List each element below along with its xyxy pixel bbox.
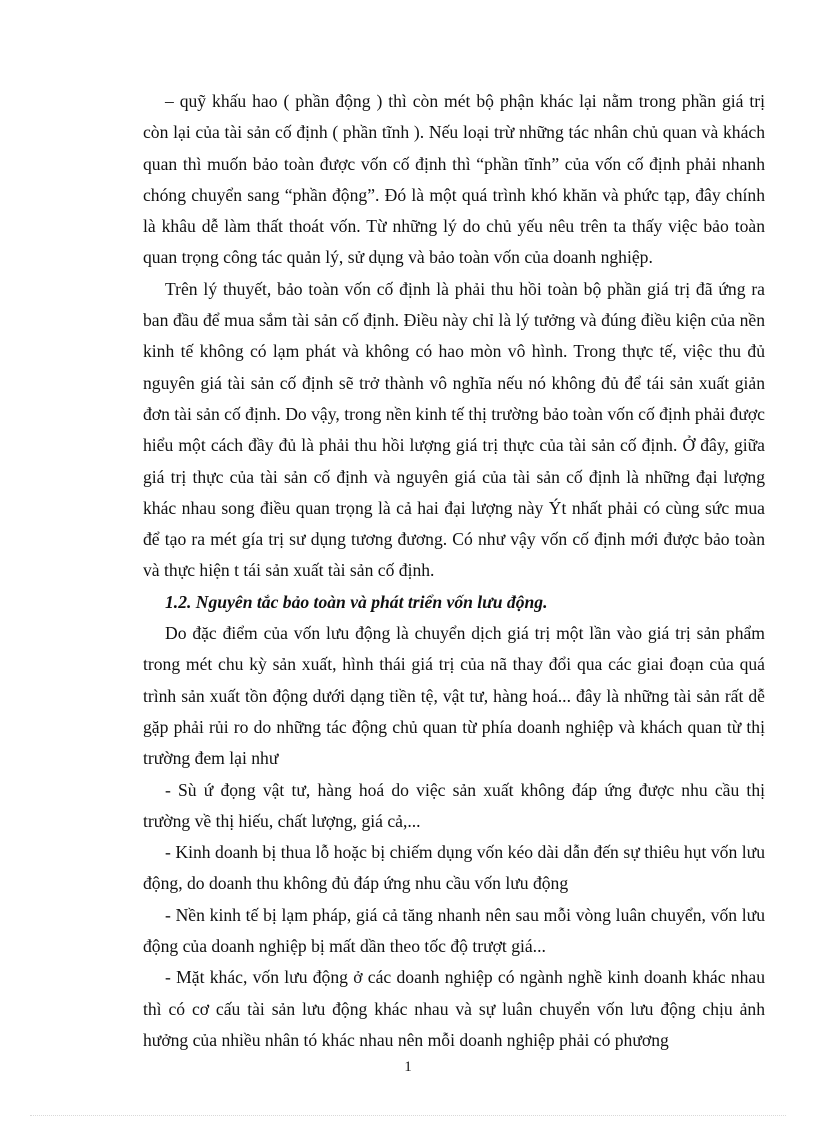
bullet-item: - Nền kinh tế bị lạm pháp, giá cả tăng nhanh nên sau mỗi vòng luân chuyển, vốn lưu động của doanh nghiệp bị mất dần theo tốc độ trượt giá... [143,904,765,957]
bullet-item: - Sù ứ đọng vật tư, hàng hoá do việc sản xuất không đáp ứng được nhu cầu thị trường về thị hiếu, chất lượng, giá cả,... [143,779,765,831]
page-bottom-divider [30,1115,786,1116]
document-body [143,86,765,1056]
paragraph-capital-preservation-continued: – quỹ khấu hao ( phần động ) thì còn mét bộ phận khác lại nằm trong phần giá trị còn lại của tài sản cố định ( phần tĩnh ). Nếu loại trừ những tác nhân chủ quan và khách quan thì muốn bảo toàn được vốn cố định thì “phần tĩnh” của vốn cố định phải nhanh chóng chuyển sang “phần động”. Đó là một quá trình khó khăn và phức tạp, đây chính là khâu dễ làm thất thoát vốn. Từ những lý do chủ yếu nêu trên ta thấy việc bảo toàn quan trọng công tác quản lý, sử dụng và bảo toàn vốn của doanh nghiệp. [143,91,765,268]
bullet-item: - Kinh doanh bị thua lỗ hoặc bị chiếm dụng vốn kéo dài dẫn đến sự thiêu hụt vốn lưu động, do doanh thu không đủ đáp ứng nhu cầu vốn lưu động [143,842,765,894]
paragraph-intro: Do đặc điểm của vốn lưu động là chuyển dịch giá trị một lần vào giá trị sản phẩm trong mét chu kỳ sản xuất, hình thái giá trị của nã thay đổi qua các giai đoạn của quá trình sản xuất tồn động dưới dạng tiền tệ, vật tư, hàng hoá... đây là những tài sản rất dễ gặp phải rủi ro do những tác động chủ quan từ phía doanh nghiệp và khách quan từ thị trường đem lại như [143,623,765,769]
paragraph-theory: Trên lý thuyết, bảo toàn vốn cố định là phải thu hồi toàn bộ phần giá trị đã ứng ra ban đầu để mua sắm tài sản cố định. Điều này chỉ là lý tưởng và đúng điều kiện của nền kinh tế không có lạm phát và không có hao mòn vô hình. Trong thực tế, việc thu đủ nguyên giá tài sản cố định sẽ trở thành vô nghĩa nếu nó không đủ để tái sản xuất giản đơn tài sản cố định. Do vậy, trong nền kinh tế thị trường bảo toàn vốn cố định phải được hiểu một cách đầy đủ là phải thu hồi lượng giá trị thực của tài sản cố định. Ở đây, giữa giá trị thực của tài sản cố định và nguyên giá của tài sản cố định là những đại lượng khác nhau song điều quan trọng là cả hai đại lượng này Ýt nhất phải có cùng sức mua để tạo ra mét gía trị sư dụng tương đương. Có như vậy vốn cố định mới được bảo toàn và thực hiện t tái sản xuất tài sản cố định. [143,278,765,581]
page-number: 1 [404,1059,412,1075]
section-heading: 1.2. Nguyên tắc bảo toàn và phát triển vốn lưu động. [165,591,548,612]
bullet-item: - Mặt khác, vốn lưu động ở các doanh nghiệp có ngành nghề kinh doanh khác nhau thì có cơ cấu tài sản lưu động khác nhau và sự luân chuyển vốn lưu động chịu ảnh hưởng của nhiều nhân tó khác nhau nên mỗi doanh nghiệp phải có phương [143,967,765,1050]
